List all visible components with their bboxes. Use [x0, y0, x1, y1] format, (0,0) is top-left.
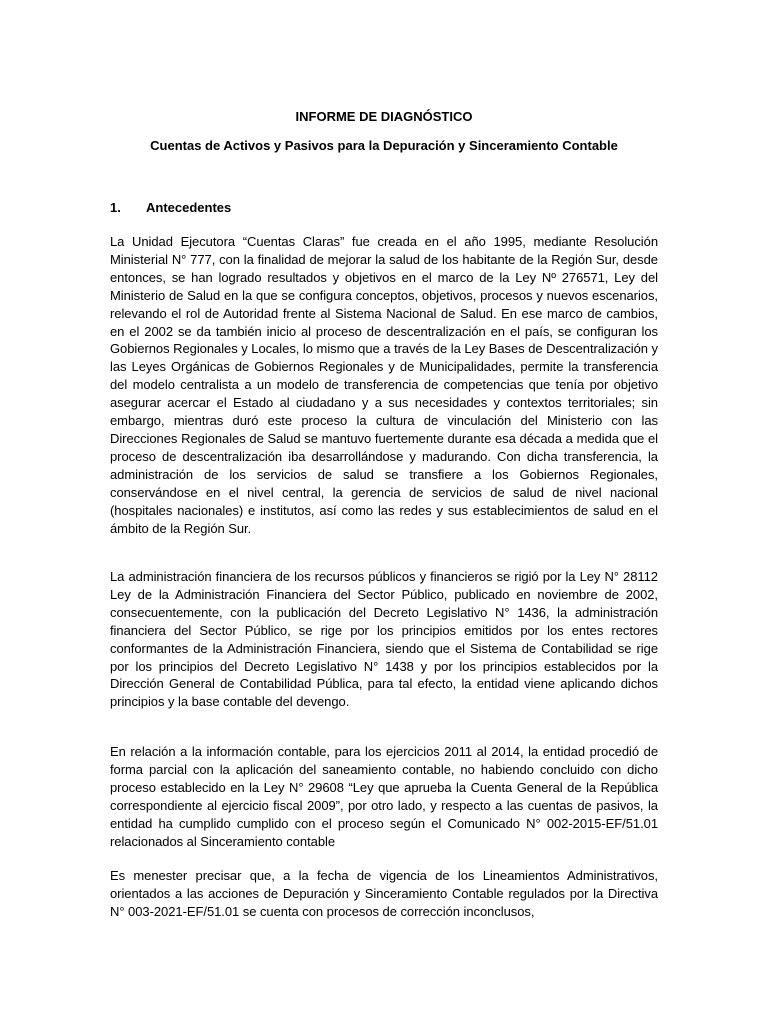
paragraph-1: La Unidad Ejecutora “Cuentas Claras” fue creada en el año 1995, mediante Resolución Ministerial N° 777, con la finalidad de mejorar la salud de los habitante de la Región Sur, desde entonces, se han logrado resultados y objetivos en el marco de la Ley Nº 276571, Ley del Ministerio de Salud en la que se configura conceptos, objetivos, procesos y nuevos escenarios, relevando el rol de Autoridad frente al Sistema Nacional de Salud. En ese marco de cambios, en el 2002 se da también inicio al proceso de descentralización en el país, se configuran los Gobiernos Regionales y Locales, lo mismo que a través de la Ley Bases de Descentralización y las Leyes Orgánicas de Gobiernos Regionales y de Municipalidades, permite la transferencia del modelo centralista a un modelo de transferencia de competencias que tenía por objetivo asegurar acercar el Estado al ciudadano y a sus necesidades y contextos territoriales; sin embargo, mientras duró este proceso la cultura de vinculación del Ministerio con las Direcciones Regionales de Salud se mantuvo fuertemente durante esa década a medida que el proceso de descentralización iba desarrollándose y madurando. Con dicha transferencia, la administración de los servicios de salud se transfiere a los Gobiernos Regionales, conservándose en el nivel central, la gerencia de servicios de salud de nivel nacional (hospitales nacionales) e institutos, así como las redes y sus establecimientos de salud en el ámbito de la Región Sur.	[110, 234, 658, 536]
section-number: 1.	[110, 200, 121, 215]
paragraph-4: Es menester precisar que, a la fecha de vigencia de los Lineamientos Administrativos, orientados a las acciones de Depuración y Sinceramiento Contable regulados por la Directiva N° 003-2021-EF/51.01 se cuenta con procesos de corrección inconclusos,	[110, 868, 658, 919]
document-subtitle: Cuentas de Activos y Pasivos para la Depuración y Sinceramiento Contable	[150, 138, 618, 153]
section-heading	[110, 199, 658, 217]
paragraph-3: En relación a la información contable, para los ejercicios 2011 al 2014, la entidad procedió de forma parcial con la aplicación del saneamiento contable, no habiendo concluido con dicho proceso establecido en la Ley N° 29608 “Ley que aprueba la Cuenta General de la República correspondiente al ejercicio fiscal 2009”, por otro lado, y respecto a las cuentas de pasivos, la entidad ha cumplido cumplido con el proceso según el Comunicado N° 002-2015-EF/51.01 relacionados al Sinceramiento contable	[110, 744, 658, 849]
section-title: Antecedentes	[146, 200, 232, 215]
document-title: INFORME DE DIAGNÓSTICO	[295, 109, 473, 124]
paragraph-2: La administración financiera de los recursos públicos y financieros se rigió por la Ley N° 28112 Ley de la Administración Financiera del Sector Público, publicado en noviembre de 2002, consecuentemente, con la publicación del Decreto Legislativo N° 1436, la administración financiera del Sector Público, se rige por los principios emitidos por los entes rectores conformantes de la Administración Financiera, siendo que el Sistema de Contabilidad se rige por los principios del Decreto Legislativo N° 1438 y por los principios establecidos por la Dirección General de Contabilidad Pública, para tal efecto, la entidad viene aplicando dichos principios y la base contable del devengo.	[110, 569, 658, 710]
